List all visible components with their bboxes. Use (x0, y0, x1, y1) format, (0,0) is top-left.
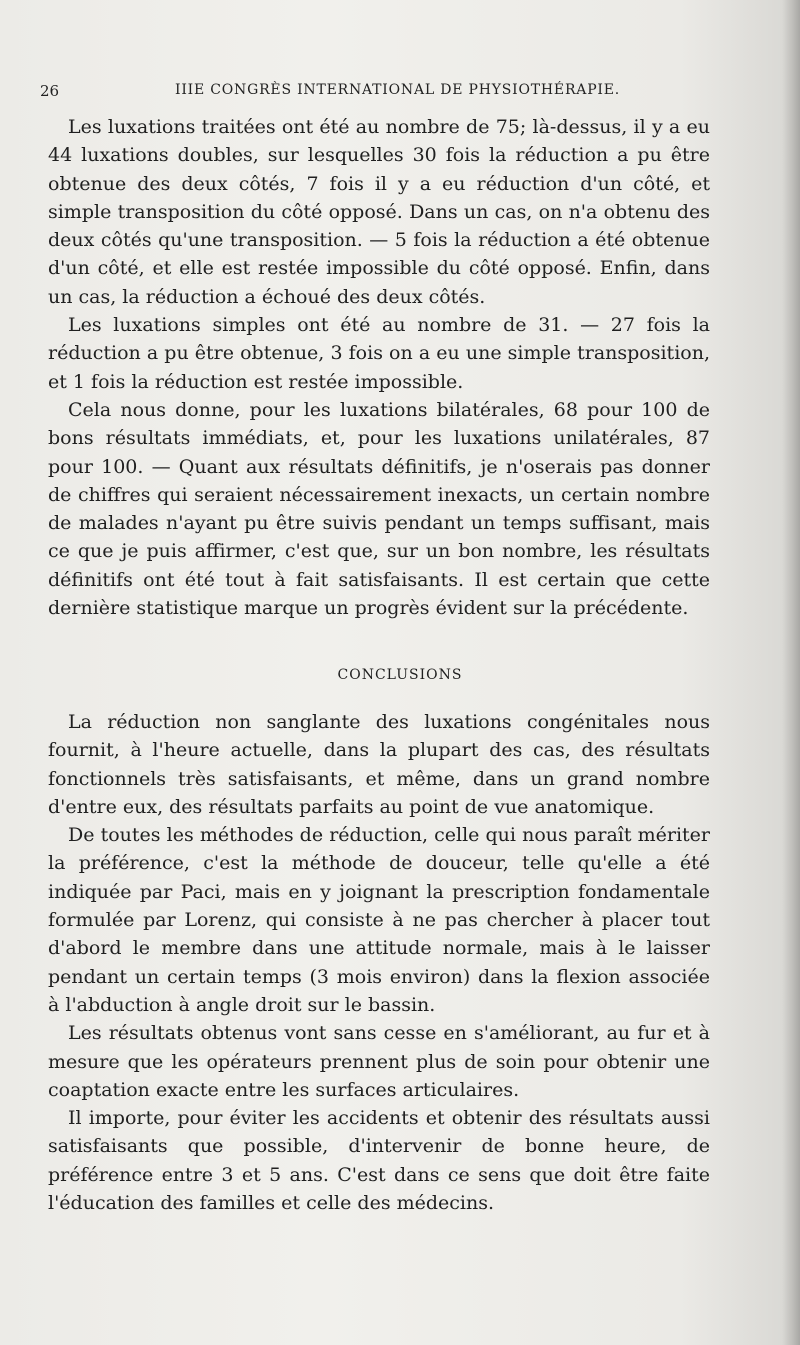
paragraph-resultats: Cela nous donne, pour les luxations bilatérales, 68 pour 100 de bons résultats immédiats, et, pour les luxations unilatérales, 87 pour 100. — Quant aux résultats définitifs, je n'oserais pas donner de chiffres qui seraient nécessairement inexacts, un certain nombre de malades n'ayant pu être suivis pendant un temps suffisant, mais ce que je puis affirmer, c'est que, sur un bon nombre, les résultats définitifs ont été tout à fait satisfaisants. Il est certain que cette dernière statistique marque un progrès évident sur la précédente. (48, 398, 710, 620)
page-number: 26 (40, 82, 60, 100)
section-heading-conclusions: CONCLUSIONS (337, 667, 463, 683)
conclusion-paragraph-4: Il importe, pour éviter les accidents et obtenir des résultats aussi satisfaisants que possible, d'intervenir de bonne heure, de préférence entre 3 et 5 ans. C'est dans ce sens que doit être faite l'éducation des familles et celle des médecins. (48, 1107, 710, 1215)
conclusion-paragraph-1: La réduction non sanglante des luxations congénitales nous fournit, à l'heure actuelle, dans la plupart des cas, des résultats fonctionnels très satisfaisants, et même, dans un grand nombre d'entre eux, des résultats parfaits au point de vue anatomique. (48, 711, 710, 818)
running-title: IIIE CONGRÈS INTERNATIONAL DE PHYSIOTHÉRAPIE. (175, 82, 621, 98)
conclusion-paragraph-2: De toutes les méthodes de réduction, celle qui nous paraît mériter la préférence, c'est la méthode de douceur, telle qu'elle a été indiquée par Paci, mais en y joignant la prescription fondamentale formulée par Lorenz, qui consiste à ne pas chercher à placer tout d'abord le membre dans une attitude normale, mais à le laisser pendant un certain temps (3 mois environ) dans la flexion associée à l'abduction à angle droit sur le bassin. (48, 824, 710, 1016)
conclusion-paragraph-3: Les résultats obtenus vont sans cesse en s'améliorant, au fur et à mesure que les opérateurs prennent plus de soin pour obtenir une coaptation exacte entre les surfaces articulaires. (48, 1022, 710, 1101)
page-header (40, 82, 730, 112)
paragraph-luxations-traitees: Les luxations traitées ont été au nombre de 75; là-dessus, il y a eu 44 luxations doubles, sur lesquelles 30 fois la réduction a pu être obtenue des deux côtés, 7 fois il y a eu réduction d'un côté, et simple transposition du côté opposé. Dans un cas, on n'a obtenu des deux côtés qu'une transposition. — 5 fois la réduction a été obtenue d'un côté, et elle est restée impossible du côté opposé. Enfin, dans un cas, la réduction a échoué des deux côtés. (48, 116, 710, 308)
body-text-top (48, 113, 710, 622)
paragraph-luxations-simples: Les luxations simples ont été au nombre de 31. — 27 fois la réduction a pu être obtenue, 3 fois on a eu une simple transposition, et 1 fois la réduction est restée impossible. (48, 314, 710, 393)
conclusions-text (48, 708, 710, 1217)
